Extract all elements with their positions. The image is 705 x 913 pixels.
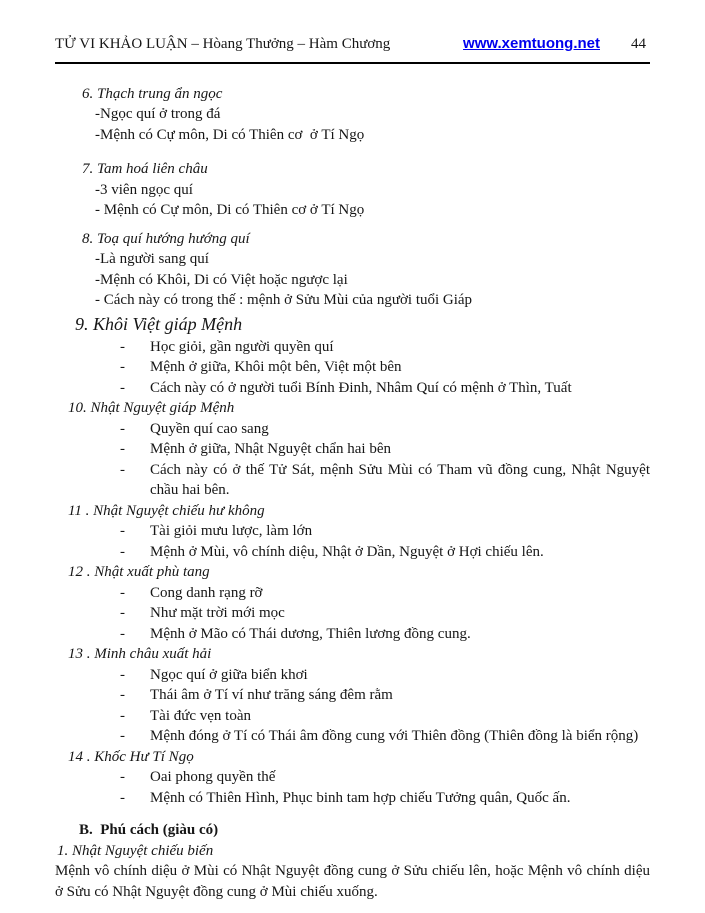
document-title: TỬ VI KHẢO LUẬN – Hòang Thưởng – Hàm Chương <box>55 36 391 52</box>
list-item <box>55 439 650 460</box>
section-9 <box>55 311 650 399</box>
website-link[interactable]: www.xemtuong.net <box>463 35 600 52</box>
section-8 <box>82 229 650 311</box>
dash-marker: - <box>120 728 125 744</box>
page-header <box>55 34 650 55</box>
dash-marker: - <box>120 687 125 703</box>
section-12 <box>55 562 650 644</box>
list-item <box>55 378 650 399</box>
list-item-text: Mệnh ở Mão có Thái dương, Thiên lương đồng cung. <box>150 625 471 642</box>
section-heading: 14 . Khốc Hư Tí Ngọ <box>68 748 194 765</box>
section-heading: 11 . Nhật Nguyệt chiếu hư không <box>68 502 265 519</box>
section-line: -3 viên ngọc quí <box>95 181 193 198</box>
list-item-text: Mệnh có Thiên Hình, Phục binh tam hợp chiếu Tưởng quân, Quốc ấn. <box>150 789 571 806</box>
dash-marker: - <box>120 338 125 355</box>
list-item <box>55 357 650 378</box>
list-item-text: Mệnh ở Mùi, vô chính diệu, Nhật ở Dần, Nguyệt ở Hợi chiếu lên. <box>150 543 544 560</box>
dash-marker: - <box>120 605 125 621</box>
list-item-text: Quyền quí cao sang <box>150 420 269 437</box>
section-heading: 8. Toạ quí hướng hướng quí <box>82 230 250 247</box>
section-heading: 7. Tam hoá liên châu <box>82 161 208 177</box>
list-item-text: Mệnh ở giữa, Khôi một bên, Việt một bên <box>150 359 402 375</box>
section-7 <box>82 159 650 221</box>
list-item-text: Oai phong quyền thế <box>150 769 276 785</box>
list-item <box>55 583 650 604</box>
part-b-paragraph: Mệnh vô chính diệu ở Mùi có Nhật Nguyệt đồng cung ở Sửu chiếu lên, hoặc Mệnh vô chính diệu ở Sửu có Nhật Nguyệt đồng cung ở Mùi chiếu xuống. <box>55 863 654 900</box>
list-item-text: Cách này có ở người tuổi Bính Đinh, Nhâm Quí có mệnh ở Thìn, Tuất <box>150 379 572 396</box>
dash-marker: - <box>120 707 125 724</box>
list-item-text: Học giỏi, gần người quyền quí <box>150 338 334 355</box>
section-line: -Mệnh có Khôi, Di có Việt hoặc ngược lại <box>95 271 348 288</box>
part-b <box>55 820 654 902</box>
list-item <box>55 460 654 501</box>
dash-marker: - <box>120 543 125 560</box>
list-item-text: Cong danh rạng rỡ <box>150 584 263 601</box>
section-line: -Là người sang quí <box>95 251 209 267</box>
section-14 <box>55 747 650 809</box>
list-item <box>55 337 650 358</box>
dash-marker: - <box>120 523 125 539</box>
section-heading: 10. Nhật Nguyệt giáp Mệnh <box>68 400 235 416</box>
list-item <box>55 706 650 727</box>
section-11 <box>55 501 650 563</box>
section-10 <box>55 398 654 501</box>
list-item-text: Như mặt trời mới mọc <box>150 605 285 621</box>
list-item <box>55 726 650 747</box>
dash-marker: - <box>120 789 125 806</box>
section-heading: 6. Thạch trung ẩn ngọc <box>82 85 223 102</box>
dash-marker: - <box>120 769 125 785</box>
list-item <box>55 624 650 645</box>
section-heading: 9. Khôi Việt giáp Mệnh <box>75 313 243 334</box>
dash-marker: - <box>120 379 125 396</box>
section-line: -Mệnh có Cự môn, Di có Thiên cơ ở Tí Ngọ <box>95 126 365 143</box>
list-item-text: Cách này có ở thế Tử Sát, mệnh Sửu Mùi có Tham vũ đồng cung, Nhật Nguyệt chầu hai bên. <box>150 461 654 498</box>
dash-marker: - <box>120 441 125 457</box>
section-line: - Mệnh có Cự môn, Di có Thiên cơ ở Tí Ngọ <box>95 202 365 218</box>
section-heading: 12 . Nhật xuất phù tang <box>68 564 210 580</box>
list-item-text: Mệnh đóng ở Tí có Thái âm đồng cung với Thiên đồng (Thiên đồng là biển rộng) <box>150 728 639 744</box>
dash-marker: - <box>120 625 125 642</box>
list-item <box>55 788 650 809</box>
document-body <box>55 84 654 903</box>
list-item <box>55 767 650 788</box>
dash-marker: - <box>120 461 125 478</box>
list-item <box>55 521 650 542</box>
dash-marker: - <box>120 359 125 375</box>
header-divider <box>55 62 650 64</box>
list-item <box>55 665 650 686</box>
list-item <box>55 685 650 706</box>
section-13 <box>55 644 650 747</box>
section-line: - Cách này có trong thế : mệnh ở Sửu Mùi của người tuổi Giáp <box>95 292 473 308</box>
dash-marker: - <box>120 420 125 437</box>
dash-marker: - <box>120 666 125 683</box>
list-item <box>55 542 650 563</box>
part-b-heading: B. Phú cách (giàu có) <box>79 822 219 838</box>
section-line: -Ngọc quí ở trong đá <box>95 106 221 122</box>
part-b-subheading: 1. Nhật Nguyệt chiếu biến <box>57 842 214 859</box>
list-item-text: Tài giỏi mưu lược, làm lớn <box>150 523 313 539</box>
list-item <box>55 419 650 440</box>
list-item-text: Thái âm ở Tí ví như trăng sáng đêm rằm <box>150 687 393 703</box>
list-item-text: Ngọc quí ở giữa biển khơi <box>150 666 308 683</box>
list-item-text: Tài đức vẹn toàn <box>150 707 252 724</box>
page-number: 44 <box>631 36 646 52</box>
list-item-text: Mệnh ở giữa, Nhật Nguyệt chẩn hai bên <box>150 441 391 457</box>
section-heading: 13 . Minh châu xuất hải <box>68 646 212 662</box>
dash-marker: - <box>120 584 125 601</box>
section-6 <box>82 84 650 146</box>
list-item <box>55 603 650 624</box>
